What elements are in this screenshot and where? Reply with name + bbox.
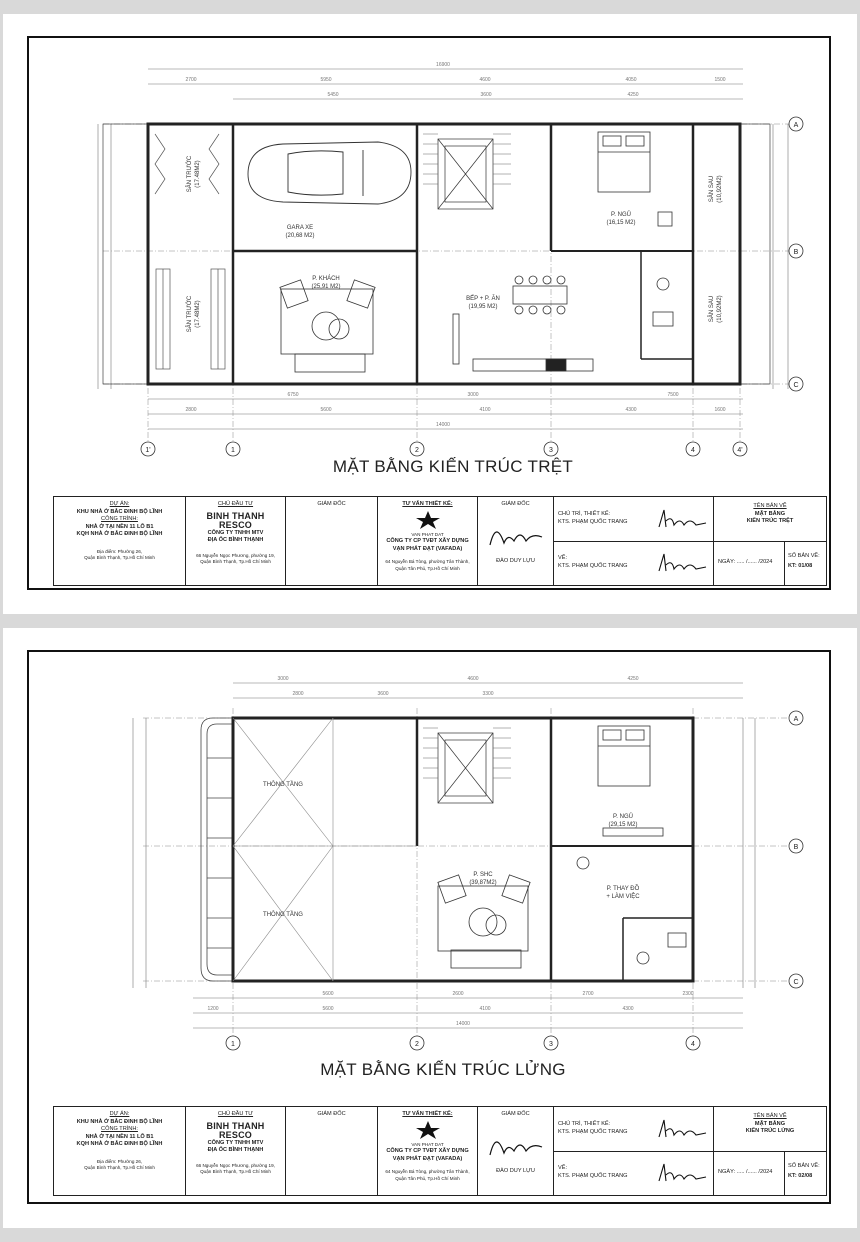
grid-row-label: C [793,979,799,986]
consultant-director: GIÁM ĐỐC ĐÀO DUY LỰU [478,1107,554,1195]
dim-bottom2: 2800 [185,407,197,413]
room-area: (10,92M2) [717,295,723,323]
grid-col-label: 3 [549,447,553,454]
design-credits: CHỦ TRÌ, THIẾT KẾ: KTS. PHẠM QUỐC TRANG VẼ: KTS. PHẠM QUỐC TRANG [554,497,714,585]
dim-top-inner: 3600 [480,92,492,98]
room-label: THÔNG TẦNG [263,782,303,788]
dim-bottom: 6750 [287,392,299,398]
dim-top-inner: 4250 [627,92,639,98]
dim-top: 5950 [320,77,332,83]
grid-row-label: C [793,382,799,389]
room-label: GARA XE [286,225,314,231]
grid-col-label: 2 [415,447,419,454]
vafada-logo-icon [416,1121,440,1139]
grid-col-label: 4 [691,447,695,454]
dim-bottom-total: 14000 [436,422,450,428]
room-label: P. THAY ĐỒ [606,886,640,892]
drawing-sheet-2 [3,628,857,1228]
dim-bottom: 5600 [322,991,334,997]
dim-bottom2: 4100 [479,1006,491,1012]
room-label: BẾP + P. ĂN [466,296,500,302]
grid-col-label: 4 [691,1041,695,1048]
dim-bottom2: 5600 [322,1006,334,1012]
room-label: SÂN TRƯỚC [187,155,193,193]
room-label: SÂN SAU [709,175,715,203]
grid-col-label: 3 [549,1041,553,1048]
grid-col-label: 1' [145,447,151,454]
room-label: P. SHC [473,872,493,878]
room-label: P. KHÁCH [312,276,340,282]
room-area: (17.48M2) [195,300,201,328]
consultant-info: TƯ VẤN THIẾT KẾ: VAN PHAT DAT CÔNG TY CP TVĐT XÂY DỰNG VẠN PHÁT ĐẠT (VAFADA) 64 Nguyễn Bá Tòng, phường Tân Thành, Quận Tân Phú, Tp.Hồ Chí Minh [378,1107,478,1195]
investor-info: CHỦ ĐẦU TƯ BINH THANH RESCO CÔNG TY TNHH MTV ĐỊA ỐC BÌNH THẠNH 66 Nguyễn Ngọc Phương, phường 19, Quận Bình Thạnh, Tp.Hồ Chí Minh [186,497,286,585]
grid-row-label: A [793,716,799,723]
room-label: THÔNG TẦNG [263,912,303,918]
dim-bottom: 3000 [467,392,479,398]
dim-top-inner: 3600 [377,691,389,697]
grid-row-label: A [793,122,799,129]
dim-bottom-total: 14000 [456,1021,470,1027]
dim-top-inner: 5450 [327,92,339,98]
grid-col-label: 1 [231,1041,235,1048]
grid-row-label: B [793,844,799,851]
dim-top-total: 16900 [436,62,450,68]
room-label: P. NGỦ [613,814,633,820]
grid-row-label: B [793,249,799,256]
signature-icon [486,1125,546,1165]
signature-icon [486,515,546,555]
room-label: P. NGỦ [611,212,631,218]
title-block [53,1106,827,1196]
dim-bottom2: 4100 [479,407,491,413]
floor-plan-ground [43,54,823,464]
floor-plan-mezzanine [43,668,823,1068]
dim-top: 4600 [479,77,491,83]
consultant-director: GIÁM ĐỐC ĐÀO DUY LỰU [478,497,554,585]
room-area: (25,91 M2) [311,284,341,290]
grid-col-label: 2 [415,1041,419,1048]
dim-top: 2700 [185,77,197,83]
room-area: (16,15 M2) [606,220,636,226]
vafada-logo-icon [416,511,440,529]
dim-top: 1500 [714,77,726,83]
signature-icon [656,551,708,577]
room-area: (10,92M2) [717,175,723,203]
design-credits: CHỦ TRÌ, THIẾT KẾ: KTS. PHẠM QUỐC TRANG VẼ: KTS. PHẠM QUỐC TRANG [554,1107,714,1195]
grid-col-label: 4' [737,447,743,454]
room-area: (20,68 M2) [285,233,315,239]
room-label: + LÀM VIỆC [606,894,640,900]
sheet-name-cell: TÊN BẢN VẼ MẶT BẰNG KIẾN TRÚC TRỆT NGÀY: ..... /...... /2024 SỐ BẢN VẼ: KT: 01/08 [714,497,826,585]
dim-bottom: 2300 [682,991,694,997]
signature-icon [656,1161,708,1187]
dim-bottom2: 1600 [714,407,726,413]
dim-bottom2: 5600 [320,407,332,413]
room-area: (19,95 M2) [468,304,498,310]
drawing-title: MẶT BẰNG KIẾN TRÚC LỬNG [320,1060,566,1079]
sheet-name-cell: TÊN BẢN VẼ MẶT BẰNG KIẾN TRÚC LỬNG NGÀY: ..... /...... /2024 SỐ BẢN VẼ: KT: 02/08 [714,1107,826,1195]
room-area: (39,87M2) [469,880,497,886]
dim-bottom2: 4300 [622,1006,634,1012]
drawing-sheet-1 [3,14,857,614]
director-cell: GIÁM ĐỐC [286,1107,378,1195]
dim-bottom2: 1200 [207,1006,219,1012]
dim-bottom: 7500 [667,392,679,398]
grid-col-label: 1 [231,447,235,454]
project-info: DỰ ÁN: KHU NHÀ Ở BẮC ĐINH BỘ LĨNH CÔNG TRÌNH: NHÀ Ở TẠI NỀN 11 LÔ B1 KQH NHÀ Ở BẮC ĐINH BỘ LĨNH Địa điểm: Phường 26, Quận Bình Thạnh, Tp.Hồ Chí Minh [54,1107,186,1195]
room-label: SÂN SAU [709,295,715,323]
binh-thanh-logo: BINH THANH [206,1120,265,1131]
consultant-info: TƯ VẤN THIẾT KẾ: VAN PHAT DAT CÔNG TY CP TVĐT XÂY DỰNG VẠN PHÁT ĐẠT (VAFADA) 64 Nguyễn Bá Tòng, phường Tân Thành, Quận Tân Phú, Tp.Hồ Chí Minh [378,497,478,585]
project-info: DỰ ÁN: KHU NHÀ Ở BẮC ĐINH BỘ LĨNH CÔNG TRÌNH: NHÀ Ở TẠI NỀN 11 LÔ B1 KQH NHÀ Ở BẮC ĐINH BỘ LĨNH Địa điểm: Phường 26, Quận Bình Thạnh, Tp.Hồ Chí Minh [54,497,186,585]
room-area: (17.48M2) [195,160,201,188]
title-block [53,496,827,586]
dim-top: 3000 [277,676,289,682]
dim-top: 4250 [627,676,639,682]
drawing-title: MẶT BẰNG KIẾN TRÚC TRỆT [332,457,574,476]
dim-top: 4050 [625,77,637,83]
dim-top: 4600 [467,676,479,682]
dim-top-inner: 3300 [482,691,494,697]
director-cell: GIÁM ĐỐC [286,497,378,585]
dim-top-inner: 2800 [292,691,304,697]
room-area: (29,15 M2) [608,822,638,828]
room-label: SÂN TRƯỚC [187,295,193,333]
binh-thanh-logo: BINH THANH [206,510,265,521]
signature-icon [656,1117,708,1143]
dim-bottom: 2600 [452,991,464,997]
signature-icon [656,507,708,533]
dim-bottom: 2700 [582,991,594,997]
dim-bottom2: 4300 [625,407,637,413]
investor-info: CHỦ ĐẦU TƯ BINH THANH RESCO CÔNG TY TNHH MTV ĐỊA ỐC BÌNH THẠNH 66 Nguyễn Ngọc Phương, phường 19, Quận Bình Thạnh, Tp.Hồ Chí Minh [186,1107,286,1195]
